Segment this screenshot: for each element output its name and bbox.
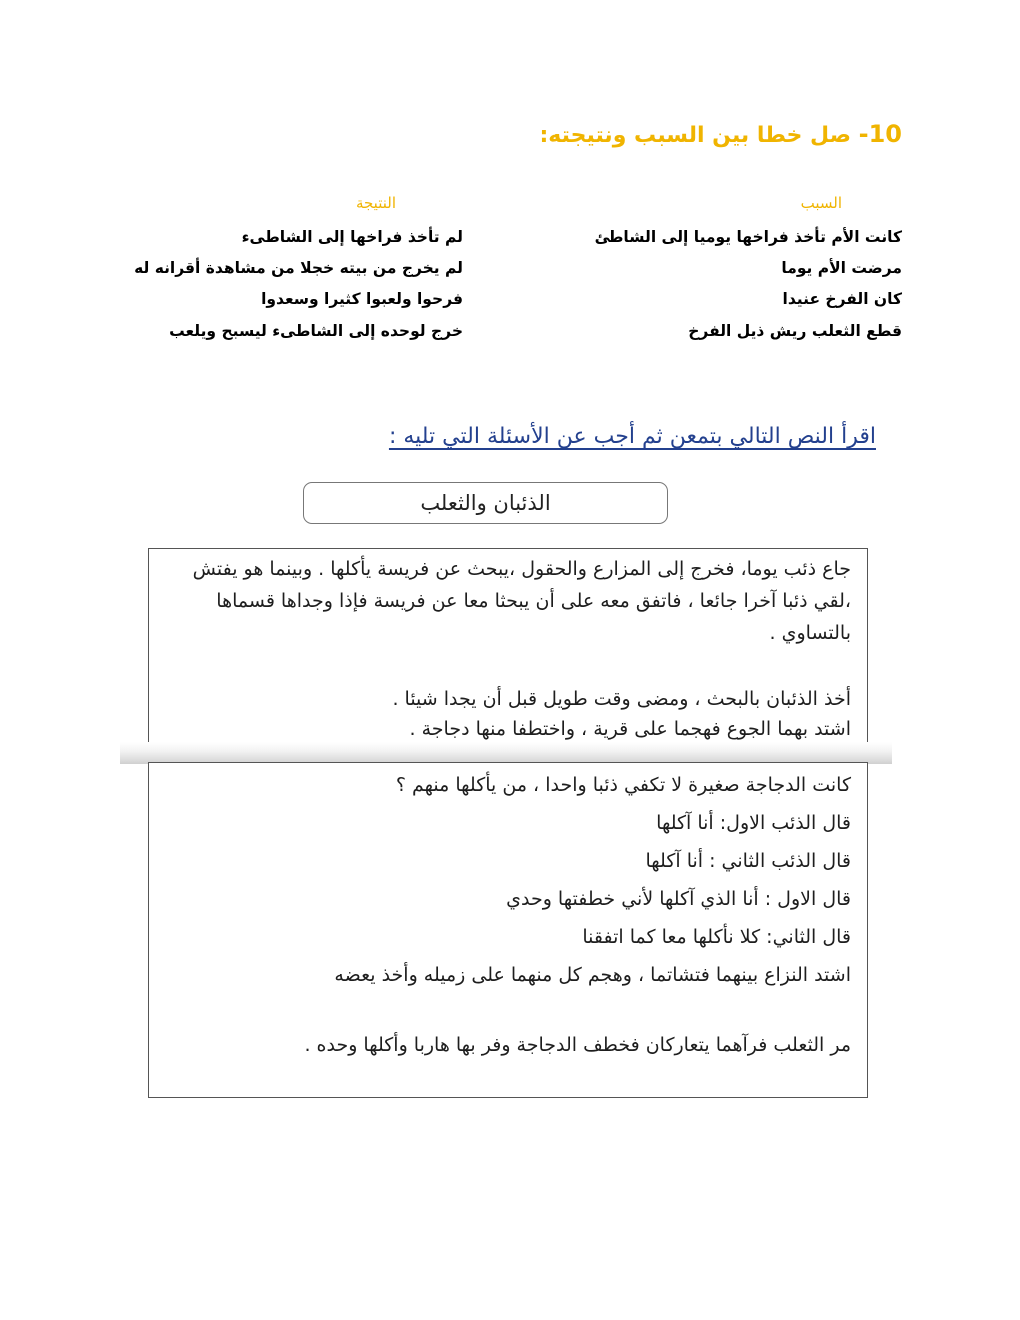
story-paragraph-2: أخذ الذئبان بالبحث ، ومضى وقت طويل قبل أن يجدا شيئا . — [392, 688, 851, 710]
story-line-3: قال الذئب الثاني : أنا آكلها — [645, 850, 851, 872]
reading-instruction: اقرأ النص التالي بتمعن ثم أجب عن الأسئلة التي تليه : — [388, 424, 876, 449]
story-title-box — [303, 482, 668, 524]
image-divider-shadow — [120, 742, 892, 764]
question-title: صل خطا بين السبب ونتيجته: — [539, 123, 851, 148]
cause-item-4: قطع الثعلب ريش ذيل الفرخ — [688, 322, 902, 340]
cause-column-header: السبب — [800, 194, 842, 212]
story-line-5: قال الثاني: كلا نأكلها معا كما اتفقنا — [582, 926, 851, 948]
question-heading — [540, 120, 903, 148]
story-line-2: قال الذئب الاول: أنا آكلها — [656, 812, 851, 834]
story-paragraph-3: اشتد بهما الجوع فهجما على قرية ، واختطفا منها دجاجة . — [409, 718, 851, 740]
result-column-header: النتيجة — [355, 194, 396, 212]
story-title: الذئبان والثعلب — [420, 491, 551, 515]
story-line-4: قال الاول : أنا الذي آكلها لأني خطفتها وحدي — [506, 888, 851, 910]
story-paragraph-1: جاع ذئب يوما، فخرج إلى المزارع والحقول ،يبحث عن فريسة يأكلها . وبينما هو يفتش ،لقي ذئبا آخرا جائعا ، فاتفق معه على أن يبحثا معا عن فريسة فإذا وجداها قسماها بالتساوي . — [192, 558, 851, 644]
story-frame-part2 — [148, 762, 868, 1098]
story-line-1: كانت الدجاجة صغيرة لا تكفي ذئبا واحدا ، من يأكلها منهم ؟ — [395, 774, 851, 796]
result-item-2: لم يخرج من بيته خجلا من مشاهدة أقرانه له — [134, 259, 463, 277]
result-item-3: فرحوا ولعبوا كثيرا وسعدوا — [261, 290, 463, 308]
story-line-7: مر الثعلب فرآهما يتعاركان فخطف الدجاجة وفر بها هاربا وأكلها وحده . — [304, 1034, 851, 1056]
result-item-4: خرج لوحده إلى الشاطىء ليسبح ويلعب — [169, 322, 463, 340]
story-line-6: اشتد النزاع بينهما فتشاتما ، وهجم كل منهما على زميله وأخذ يعضه — [334, 964, 851, 986]
cause-item-3: كان الفرخ عنيدا — [782, 290, 902, 308]
story-frame-part1 — [148, 548, 868, 743]
question-number: 10- — [858, 120, 902, 148]
result-item-1: لم تأخذ فراخها إلى الشاطىء — [241, 228, 463, 246]
cause-item-1: كانت الأم تأخذ فراخها يوميا إلى الشاطئ — [594, 228, 902, 246]
cause-item-2: مرضت الأم يوما — [781, 259, 902, 277]
